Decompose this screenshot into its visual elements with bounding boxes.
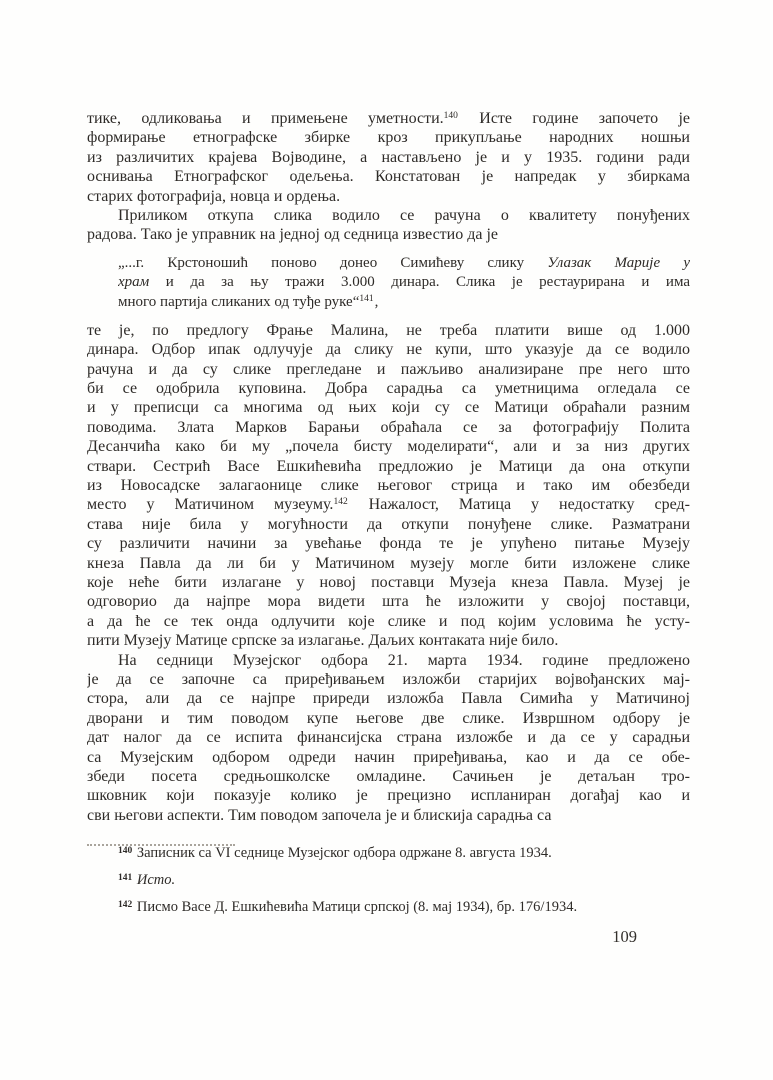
text-line [87, 515, 690, 534]
text-line [87, 612, 690, 631]
text-line [87, 321, 690, 340]
text-line [87, 534, 690, 553]
text-segment: Нажалост, Матица у недостатку сред- [348, 496, 690, 514]
paragraph-4 [87, 651, 690, 826]
text-segment: формирање етнографске збирке кроз прикупљање народних ношњи [87, 129, 690, 147]
text-line [87, 689, 690, 708]
footnote-ref: 140 [443, 111, 458, 121]
text-segment: место у Матичином музеуму. [87, 496, 334, 514]
footnote-text: Записник са VI седнице Музејског одбора одржане 8. августа 1934. [133, 845, 552, 861]
page-number: 109 [612, 927, 637, 946]
text-segment: оснивања Етнографског одељења. Констатован је напредак у збиркама [87, 168, 690, 186]
paragraph-1 [87, 109, 690, 206]
footnote-number: 142 [118, 900, 133, 910]
text-segment: Десанчића како би му „почела бисту моделирати“, али и за низ других [87, 438, 690, 456]
text-segment: и да за њу тражи 3.000 динара. Слика је рестаурирана и има [149, 274, 690, 291]
text-segment: пити Музеју Матице српске за излагање. Даљих контаката није било. [87, 632, 559, 650]
text-line [87, 767, 690, 786]
text-segment: са Музејским одбором одреди начин приређивања, као и да се обе- [87, 748, 690, 766]
text-line [87, 806, 690, 825]
text-line [118, 254, 690, 273]
italic-text: Улазак Марије у [547, 254, 690, 271]
text-segment: рачуна и да су слике прегледане и пажљиво анализиране пре него што [87, 360, 690, 378]
text-segment: збеди посета средњошколске омладине. Сачињен је детаљан тро- [87, 767, 690, 785]
text-line [87, 379, 690, 398]
text-line [87, 748, 690, 767]
text-segment: одговорио да најпре мора видети шта ће изложити у својој поставци, [87, 593, 690, 611]
text-line [87, 225, 690, 244]
text-line [87, 554, 690, 573]
text-segment: тике, одликовања и примењене уметности. [87, 110, 444, 127]
text-line [87, 631, 690, 650]
text-line [87, 167, 690, 186]
text-segment: из различитих крајева Војводине, а настављено је и у 1935. години ради [87, 148, 690, 166]
block-quote [118, 254, 690, 312]
text-segment: Приликом откупа слика водило се рачуна о квалитету понуђених [118, 206, 690, 224]
text-segment: а да ће се тек онда одлучити које слике и под којим условима ће усту- [87, 612, 690, 630]
text-segment: сви његови аспекти. Тим поводом започела је и блискија сарадња са [87, 806, 552, 824]
text-segment: ствари. Сестрић Васе Ешкићевића предложио је Матици да она откупи [87, 457, 690, 475]
footnote-text: Писмо Васе Д. Ешкићевића Матици српској (8. мај 1934), бр. 176/1934. [133, 899, 578, 915]
text-segment: На седници Музејског одбора 21. марта 1934. године предложено [118, 651, 690, 669]
text-line [87, 187, 690, 206]
text-line [87, 128, 690, 147]
text-segment: стора, али да се најпре приреди изложба Павла Симића у Матичиној [87, 690, 690, 708]
text-line [87, 148, 690, 167]
text-segment: које неће бити излагане у новој поставци Музеја кнеза Павла. Музеј је [87, 573, 690, 591]
text-segment: дат налог да се испита финансијска страна изложбе и да се у сарадњи [87, 729, 690, 747]
italic-text: храм [118, 274, 150, 291]
footnote-number: 141 [118, 873, 133, 883]
text-segment: из Новосадске залагаонице слике његовог стрица и тако им обезбеди [87, 477, 690, 495]
text-line [87, 786, 690, 805]
text-line [87, 437, 690, 456]
text-line [87, 418, 690, 437]
text-line [87, 709, 690, 728]
text-segment: је да се започне са приређивањем изложби старијих војвођанских мај- [87, 670, 690, 688]
text-line [87, 457, 690, 476]
text-line [118, 293, 690, 312]
text-line [87, 476, 690, 495]
text-line [87, 651, 690, 670]
text-segment: кнеза Павла да ли би у Матичином музеју могле бити изложене слике [87, 554, 690, 572]
text-line [118, 273, 690, 292]
text-line [87, 360, 690, 379]
text-segment: много партија сликаних од туђе руке“ [118, 293, 360, 310]
text-segment: би се одобрила куповина. Добра сарадња са уметницима огледала се [87, 380, 690, 398]
footnote-list [87, 840, 690, 921]
footnote-number: 140 [118, 846, 133, 856]
text-segment: шковник који показује колико је прецизно испланиран догађај као и [87, 787, 690, 805]
text-line [87, 728, 690, 747]
footnote-142 [87, 894, 690, 921]
footnote-ref: 142 [333, 497, 348, 508]
footnote-ref: 141 [359, 293, 374, 304]
text-segment: те је, по предлогу Фрање Малина, не треба платити више од 1.000 [87, 321, 690, 339]
footnote-141 [87, 867, 690, 894]
text-segment: и у преписци са многима од њих који су се Матици обраћали разним [87, 399, 690, 417]
text-segment: Исте године започето је [458, 110, 690, 127]
text-line [87, 206, 690, 225]
text-line [87, 398, 690, 417]
text-segment: , [374, 293, 379, 310]
paragraph-3 [87, 321, 690, 651]
text-segment: старих фотографија, новца и ордења. [87, 187, 341, 205]
text-segment: поводима. Злата Марков Барањи обраћала се за фотографију Полита [87, 418, 690, 436]
footnote-text: Исто. [133, 872, 176, 888]
footnote-140 [87, 840, 690, 867]
text-line [87, 573, 690, 592]
body-text [87, 109, 690, 825]
text-segment: радова. Тако је управник на једној од седница известио да је [87, 226, 499, 244]
text-segment: става није била у могућности да откупи понуђене слике. Разматрани [87, 515, 690, 533]
text-line [87, 340, 690, 359]
text-segment: су различити начини за увећање фонда те је упућено питање Музеју [87, 535, 690, 553]
text-segment: динара. Одбор ипак одлучује да слику не купи, што указује да се водило [87, 341, 690, 359]
text-segment: „...г. Крстоношић поново донео Симићеву слику [118, 254, 548, 271]
paragraph-2 [87, 206, 690, 245]
text-line [87, 592, 690, 611]
text-line [87, 495, 690, 514]
text-line [87, 670, 690, 689]
text-line [87, 109, 690, 128]
text-segment: дворани и тим поводом купе његове две слике. Извршном одбору је [87, 709, 690, 727]
